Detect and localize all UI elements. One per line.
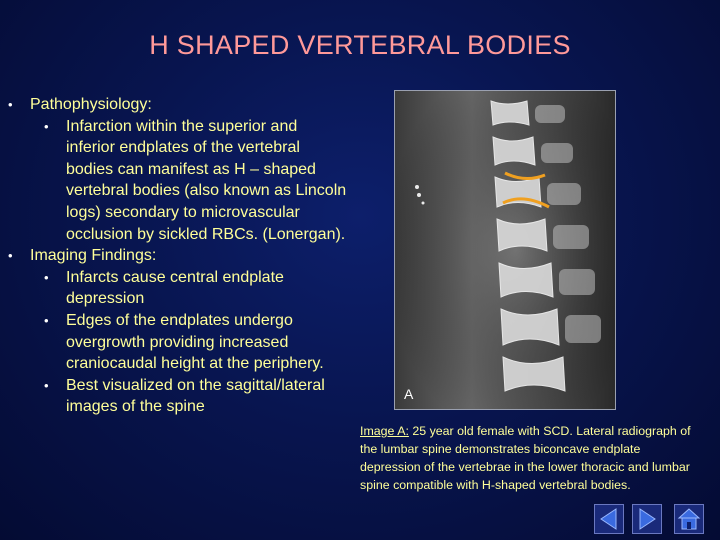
bullet-dot: • [8, 97, 13, 112]
sub-bullet-best-visualized [8, 375, 348, 418]
bullet-label: Infarction within the superior and inferior endplates of the vertebral bodies can manifest as H – shaped vertebral bodies (also known as Lincoln logs) secondary to microvascular occlusion by sickled RBCs. (Lonergan). [66, 117, 347, 243]
bullet-dot: • [44, 312, 49, 328]
bullet-dot: • [8, 248, 13, 264]
bullet-dot: • [44, 377, 49, 393]
bullet-label: Pathophysiology: [30, 96, 152, 113]
bullet-dot: • [44, 118, 49, 134]
caption-text: 25 year old female with SCD. Lateral radiograph of the lumbar spine demonstrates biconcave endplate depression of the vertebrae in the lower thoracic and lumbar spine compatible with H-shaped vertebral bodies. [360, 424, 691, 492]
back-button[interactable] [594, 504, 624, 534]
bullet-label: Best visualized on the sagittal/lateral images of the spine [66, 376, 325, 416]
bullet-imaging-findings [8, 245, 348, 267]
caption-lead: Image A: [360, 424, 409, 438]
home-button[interactable] [674, 504, 704, 534]
lateral-spine-radiograph [394, 90, 616, 410]
sub-bullet-edges [8, 310, 348, 375]
sub-bullet-infarcts [8, 267, 348, 310]
bullet-dot: • [44, 269, 49, 285]
figure-caption [360, 422, 700, 494]
bullet-label: Infarcts cause central endplate depression [66, 268, 284, 308]
sub-bullet-infarction [8, 116, 348, 246]
bullet-pathophysiology [8, 94, 348, 116]
figure-letter: A [404, 386, 414, 402]
home-icon [674, 504, 704, 534]
radiograph-image [395, 91, 615, 409]
triangle-left-icon [594, 504, 624, 534]
bullet-list [8, 94, 348, 418]
bullet-label: Edges of the endplates undergo overgrowth providing increased craniocaudal height at the periphery. [66, 311, 324, 373]
forward-button[interactable] [632, 504, 662, 534]
slide-title: H SHAPED VERTEBRAL BODIES [149, 30, 571, 60]
bullet-label: Imaging Findings: [30, 247, 157, 265]
triangle-right-icon [632, 504, 662, 534]
